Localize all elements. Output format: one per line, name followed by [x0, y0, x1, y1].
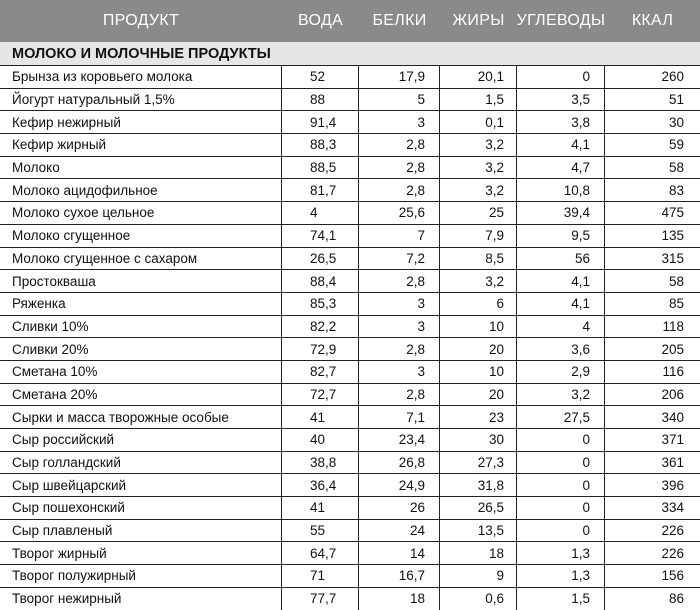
- product-name: Кефир жирный: [0, 134, 282, 156]
- water-value: 74,1: [282, 225, 359, 247]
- fat-value: 0,6: [440, 588, 517, 610]
- water-value: 91,4: [282, 111, 359, 133]
- carbs-value: 27,5: [517, 406, 605, 428]
- product-name: Сыр российский: [0, 429, 282, 451]
- fat-value: 10: [440, 361, 517, 383]
- protein-value: 3: [359, 316, 440, 338]
- carbs-value: 3,8: [517, 111, 605, 133]
- protein-value: 24,9: [359, 474, 440, 496]
- table-row: [0, 338, 700, 361]
- kcal-value: 361: [661, 455, 684, 471]
- header-fat: ЖИРЫ: [452, 12, 505, 29]
- table-row: [0, 542, 700, 565]
- protein-value: 25,6: [359, 202, 440, 224]
- kcal-value: 315: [661, 250, 684, 266]
- water-value: 64,7: [282, 542, 359, 564]
- table-row: [0, 111, 700, 134]
- kcal-value: 156: [661, 568, 684, 584]
- carbs-value: 1,3: [517, 542, 605, 564]
- carbs-value: 0: [517, 474, 605, 496]
- table-row: [0, 134, 700, 157]
- fat-value: 3,2: [440, 179, 517, 201]
- water-value: 26,5: [282, 248, 359, 270]
- fat-value: 3,2: [440, 134, 517, 156]
- carbs-value: 0: [517, 452, 605, 474]
- carbs-value: 0: [517, 520, 605, 542]
- fat-value: 10: [440, 316, 517, 338]
- table-row: [0, 89, 700, 112]
- carbs-value: 4,1: [517, 293, 605, 315]
- product-name: Сыр пошехонский: [0, 497, 282, 519]
- table-row: [0, 248, 700, 271]
- protein-value: 3: [359, 293, 440, 315]
- table-row: [0, 179, 700, 202]
- kcal-value: 260: [661, 69, 684, 85]
- fat-value: 0,1: [440, 111, 517, 133]
- protein-value: 2,8: [359, 384, 440, 406]
- kcal-value: 340: [661, 409, 684, 425]
- protein-value: 3: [359, 361, 440, 383]
- product-name: Молоко сухое цельное: [0, 202, 282, 224]
- table-row: [0, 225, 700, 248]
- kcal-value: 83: [668, 182, 684, 198]
- table-row: [0, 452, 700, 475]
- table-row: [0, 293, 700, 316]
- table-row: [0, 384, 700, 407]
- protein-value: 2,8: [359, 157, 440, 179]
- kcal-value: 205: [661, 341, 684, 357]
- header-water: ВОДА: [298, 12, 343, 29]
- kcal-value: 206: [661, 386, 684, 402]
- water-value: 77,7: [282, 588, 359, 610]
- fat-value: 1,5: [440, 89, 517, 111]
- kcal-value: 226: [661, 523, 684, 539]
- carbs-value: 39,4: [517, 202, 605, 224]
- product-name: Молоко сгущенное с сахаром: [0, 248, 282, 270]
- fat-value: 6: [440, 293, 517, 315]
- fat-value: 7,9: [440, 225, 517, 247]
- product-name: Простокваша: [0, 270, 282, 292]
- water-value: 72,9: [282, 338, 359, 360]
- product-name: Сырки и масса творожные особые: [0, 406, 282, 428]
- product-name: Кефир нежирный: [0, 111, 282, 133]
- water-value: 82,2: [282, 316, 359, 338]
- carbs-value: 1,5: [517, 588, 605, 610]
- table-row: [0, 361, 700, 384]
- water-value: 52: [282, 66, 359, 88]
- protein-value: 17,9: [359, 66, 440, 88]
- fat-value: 23: [440, 406, 517, 428]
- fat-value: 3,2: [440, 270, 517, 292]
- protein-value: 2,8: [359, 270, 440, 292]
- product-name: Сметана 20%: [0, 384, 282, 406]
- carbs-value: 2,9: [517, 361, 605, 383]
- protein-value: 16,7: [359, 565, 440, 587]
- kcal-value: 58: [668, 160, 684, 176]
- kcal-value: 396: [661, 477, 684, 493]
- carbs-value: 4,7: [517, 157, 605, 179]
- water-value: 88,4: [282, 270, 359, 292]
- fat-value: 31,8: [440, 474, 517, 496]
- kcal-value: 51: [668, 92, 684, 108]
- protein-value: 5: [359, 89, 440, 111]
- table-row: [0, 497, 700, 520]
- fat-value: 20,1: [440, 66, 517, 88]
- kcal-value: 59: [668, 137, 684, 153]
- table-row: [0, 66, 700, 89]
- header-carbs: УГЛЕВОДЫ: [516, 12, 606, 29]
- product-name: Молоко сгущенное: [0, 225, 282, 247]
- water-value: 88: [282, 89, 359, 111]
- protein-value: 23,4: [359, 429, 440, 451]
- carbs-value: 56: [517, 248, 605, 270]
- water-value: 55: [282, 520, 359, 542]
- kcal-value: 58: [668, 273, 684, 289]
- product-name: Творог нежирный: [0, 588, 282, 610]
- water-value: 72,7: [282, 384, 359, 406]
- carbs-value: 0: [517, 497, 605, 519]
- protein-value: 7,2: [359, 248, 440, 270]
- product-name: Молоко ацидофильное: [0, 179, 282, 201]
- fat-value: 8,5: [440, 248, 517, 270]
- carbs-value: 9,5: [517, 225, 605, 247]
- fat-value: 30: [440, 429, 517, 451]
- water-value: 41: [282, 406, 359, 428]
- kcal-value: 86: [668, 591, 684, 607]
- kcal-value: 371: [661, 432, 684, 448]
- protein-value: 24: [359, 520, 440, 542]
- protein-value: 2,8: [359, 134, 440, 156]
- carbs-value: 3,5: [517, 89, 605, 111]
- fat-value: 13,5: [440, 520, 517, 542]
- category-heading: МОЛОКО И МОЛОЧНЫЕ ПРОДУКТЫ: [0, 42, 700, 66]
- carbs-value: 1,3: [517, 565, 605, 587]
- carbs-value: 3,2: [517, 384, 605, 406]
- header-kcal: ККАЛ: [631, 12, 674, 29]
- fat-value: 18: [440, 542, 517, 564]
- water-value: 81,7: [282, 179, 359, 201]
- protein-value: 2,8: [359, 338, 440, 360]
- product-name: Сливки 10%: [0, 316, 282, 338]
- water-value: 88,5: [282, 157, 359, 179]
- fat-value: 20: [440, 338, 517, 360]
- water-value: 36,4: [282, 474, 359, 496]
- product-name: Сметана 10%: [0, 361, 282, 383]
- protein-value: 26: [359, 497, 440, 519]
- table-row: [0, 157, 700, 180]
- protein-value: 7: [359, 225, 440, 247]
- fat-value: 20: [440, 384, 517, 406]
- table-row: [0, 520, 700, 543]
- fat-value: 9: [440, 565, 517, 587]
- fat-value: 25: [440, 202, 517, 224]
- product-name: Молоко: [0, 157, 282, 179]
- product-name: Сыр швейцарский: [0, 474, 282, 496]
- water-value: 88,3: [282, 134, 359, 156]
- product-name: Брынза из коровьего молока: [0, 66, 282, 88]
- kcal-value: 30: [668, 114, 684, 130]
- table-body: [0, 66, 700, 610]
- carbs-value: 0: [517, 429, 605, 451]
- fat-value: 27,3: [440, 452, 517, 474]
- carbs-value: 4,1: [517, 134, 605, 156]
- product-name: Сыр плавленый: [0, 520, 282, 542]
- header-product: ПРОДУКТ: [102, 12, 180, 29]
- carbs-value: 0: [517, 66, 605, 88]
- water-value: 4: [282, 202, 359, 224]
- product-name: Йогурт натуральный 1,5%: [0, 89, 282, 111]
- product-name: Творог жирный: [0, 542, 282, 564]
- fat-value: 26,5: [440, 497, 517, 519]
- protein-value: 18: [359, 588, 440, 610]
- product-name: Ряженка: [0, 293, 282, 315]
- product-name: Сыр голландский: [0, 452, 282, 474]
- water-value: 85,3: [282, 293, 359, 315]
- protein-value: 7,1: [359, 406, 440, 428]
- water-value: 40: [282, 429, 359, 451]
- carbs-value: 4,1: [517, 270, 605, 292]
- kcal-value: 334: [661, 500, 684, 516]
- fat-value: 3,2: [440, 157, 517, 179]
- table-row: [0, 565, 700, 588]
- water-value: 41: [282, 497, 359, 519]
- table-row: [0, 270, 700, 293]
- header-protein: БЕЛКИ: [372, 12, 427, 29]
- carbs-value: 4: [517, 316, 605, 338]
- kcal-value: 226: [661, 545, 684, 561]
- table-header: [0, 0, 700, 42]
- kcal-value: 475: [661, 205, 684, 221]
- table-row: [0, 429, 700, 452]
- water-value: 71: [282, 565, 359, 587]
- table-row: [0, 406, 700, 429]
- table-row: [0, 474, 700, 497]
- protein-value: 26,8: [359, 452, 440, 474]
- carbs-value: 10,8: [517, 179, 605, 201]
- water-value: 38,8: [282, 452, 359, 474]
- kcal-value: 135: [661, 228, 684, 244]
- product-name: Творог полужирный: [0, 565, 282, 587]
- kcal-value: 85: [668, 296, 684, 312]
- kcal-value: 118: [662, 318, 684, 334]
- protein-value: 2,8: [359, 179, 440, 201]
- kcal-value: 116: [662, 364, 684, 380]
- table-row: [0, 588, 700, 610]
- protein-value: 3: [359, 111, 440, 133]
- table-row: [0, 202, 700, 225]
- protein-value: 14: [359, 542, 440, 564]
- table-row: [0, 316, 700, 339]
- product-name: Сливки 20%: [0, 338, 282, 360]
- water-value: 82,7: [282, 361, 359, 383]
- carbs-value: 3,6: [517, 338, 605, 360]
